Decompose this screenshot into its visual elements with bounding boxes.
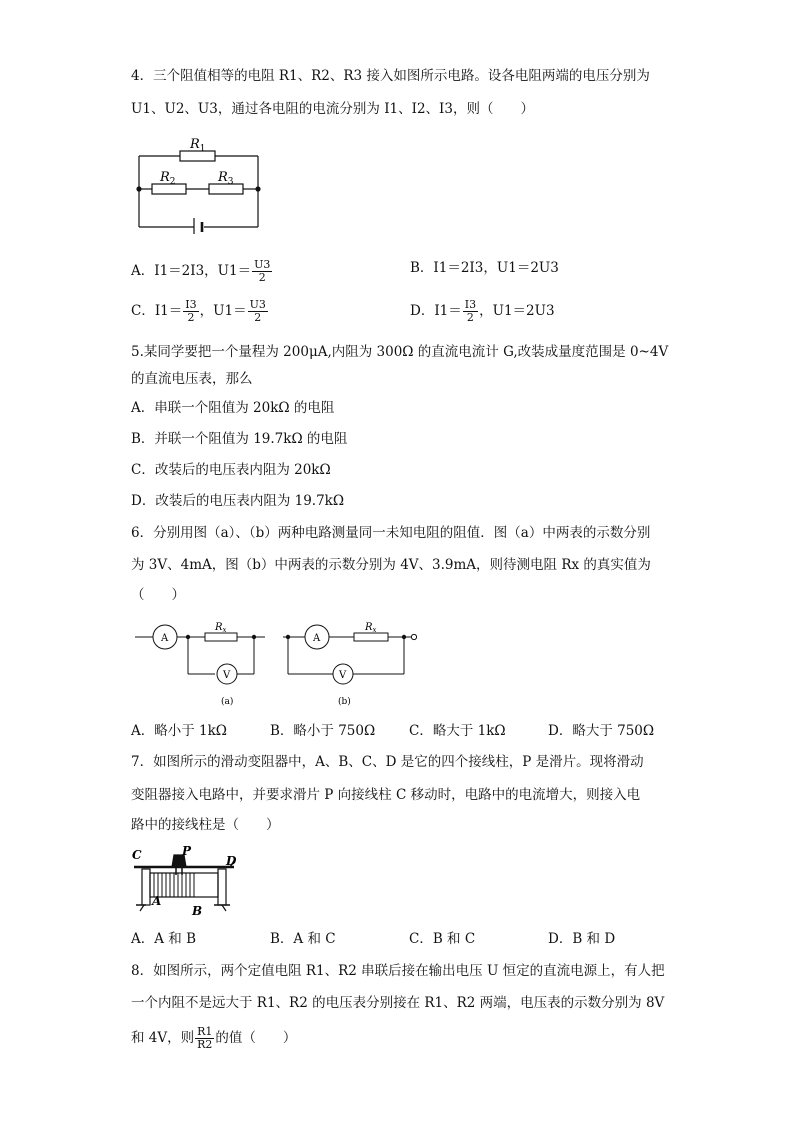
- q5-option-a[interactable]: A．串联一个阻值为 20kΩ 的电阻: [131, 400, 335, 416]
- q5-stem-line2: 的直流电压表，那么: [131, 371, 253, 387]
- voltmeter-label: V: [339, 670, 347, 681]
- q5-option-d[interactable]: D．改装后的电压表内阻为 19.7kΩ: [131, 493, 345, 509]
- fraction-r1-over-r2: $\frac{R1}{R2}$: [197, 1025, 213, 1051]
- q6-circuit-b: [280, 618, 422, 710]
- q4-option-c[interactable]: C．I1＝ $\frac{I3}{2}$ ，U1＝ $\frac{U3}{2}$: [131, 298, 266, 324]
- ammeter-label: A: [161, 633, 169, 644]
- fraction: $\frac{U3}{2}$: [249, 298, 266, 324]
- q6-stem-line3: （ ）: [131, 587, 185, 603]
- q7-option-b[interactable]: B．A 和 C: [270, 931, 336, 947]
- q4-option-d[interactable]: D．I1＝ $\frac{I3}{2}$ ，U1＝2U3: [410, 298, 555, 324]
- q6-stem-line2: 为 3V、4mA，图（b）中两表的示数分别为 4V、3.9mA，则待测电阻 Rx 的真实值为: [131, 557, 651, 573]
- terminal-d-label: D: [226, 854, 237, 868]
- q8-stem-line2: 一个内阻不是远大于 R1、R2 的电压表分别接在 R1、R2 两端，电压表的示数分别为 8V: [131, 995, 665, 1011]
- q5-stem-line1: 5.某同学要把一个量程为 200μA,内阻为 300Ω 的直流电流计 G,改装成量度范围是 0~4V: [131, 344, 669, 360]
- svg-text:Rx: $R_x$: [365, 622, 377, 634]
- q7-option-c[interactable]: C．B 和 C: [409, 931, 476, 947]
- terminal-a-label: A: [152, 894, 162, 908]
- svg-text:R3: $R_3$: [218, 170, 234, 187]
- rheostat-figure: [130, 845, 245, 917]
- resistor-r3: [209, 184, 243, 194]
- q8-stem-line3: 和 4V，则 $\frac{R1}{R2}$ 的值（ ）: [131, 1025, 297, 1051]
- q4-circuit-diagram: [132, 134, 267, 234]
- q7-stem-line3: 路中的接线柱是（ ）: [131, 817, 280, 833]
- terminal-b-label: B: [192, 904, 203, 917]
- q6-circuit-a: [130, 618, 272, 710]
- q7-stem-line2: 变阻器接入电路中，并要求滑片 P 向接线柱 C 移动时，电路中的电流增大，则接入电: [131, 787, 641, 803]
- q4-stem-line2: U1、U2、U3，通过各电阻的电流分别为 I1、I2、I3，则（ ）: [131, 101, 534, 117]
- q6-option-c[interactable]: C．略大于 1kΩ: [409, 723, 506, 739]
- junction-left: [136, 186, 141, 191]
- ammeter-label: A: [313, 633, 321, 644]
- slider-p-label: P: [182, 845, 192, 858]
- caption-a: (a): [221, 697, 234, 707]
- q4-stem-line1: 4．三个阻值相等的电阻 R1、R2、R3 接入如图所示电路。设各电阻两端的电压分别为: [131, 68, 650, 84]
- resistor-r1: [180, 151, 215, 161]
- voltmeter-label: V: [223, 670, 231, 681]
- q7-option-d[interactable]: D．B 和 D: [548, 931, 616, 947]
- terminal-right: [411, 634, 416, 639]
- q6-option-d[interactable]: D．略大于 750Ω: [548, 723, 655, 739]
- caption-b: (b): [338, 697, 351, 707]
- svg-text:R2: $R_2$: [160, 170, 176, 187]
- svg-text:R1: $R_1$: [190, 137, 206, 154]
- resistor-rx: [354, 633, 388, 641]
- label-r1: R: [190, 137, 200, 152]
- fraction: $\frac{U3}{2}$: [254, 258, 271, 284]
- q8-stem-line1: 8．如图所示，两个定值电阻 R1、R2 串联后接在输出电压 U 恒定的直流电源上，有人把: [131, 963, 665, 979]
- q4-option-b[interactable]: B．I1＝2I3，U1＝2U3: [410, 260, 559, 276]
- q5-option-c[interactable]: C．改装后的电压表内阻为 20kΩ: [131, 462, 331, 478]
- junction-right: [255, 186, 260, 191]
- fraction: $\frac{I3}{2}$: [185, 298, 197, 324]
- label-r3: R: [218, 170, 228, 185]
- label-r2: R: [160, 170, 170, 185]
- q6-option-b[interactable]: B．略小于 750Ω: [270, 723, 376, 739]
- fraction: $\frac{I3}{2}$: [464, 298, 477, 324]
- resistor-rx: [205, 633, 237, 641]
- q5-option-b[interactable]: B．并联一个阻值为 19.7kΩ 的电阻: [131, 431, 348, 447]
- q7-option-a[interactable]: A．A 和 B: [131, 931, 197, 947]
- q6-stem-line1: 6．分别用图（a）、（b）两种电路测量同一未知电阻的阻值．图（a）中两表的示数分别: [131, 525, 651, 541]
- q7-stem-line1: 7．如图所示的滑动变阻器中，A、B、C、D 是它的四个接线柱，P 是滑片。现将滑动: [131, 754, 644, 770]
- terminal-c-label: C: [132, 848, 142, 862]
- q6-option-a[interactable]: A．略小于 1kΩ: [131, 723, 228, 739]
- q4-option-a[interactable]: A．I1＝2I3，U1＝ $\frac{U3}{2}$: [131, 258, 271, 284]
- svg-text:Rx: $R_x$: [215, 622, 227, 634]
